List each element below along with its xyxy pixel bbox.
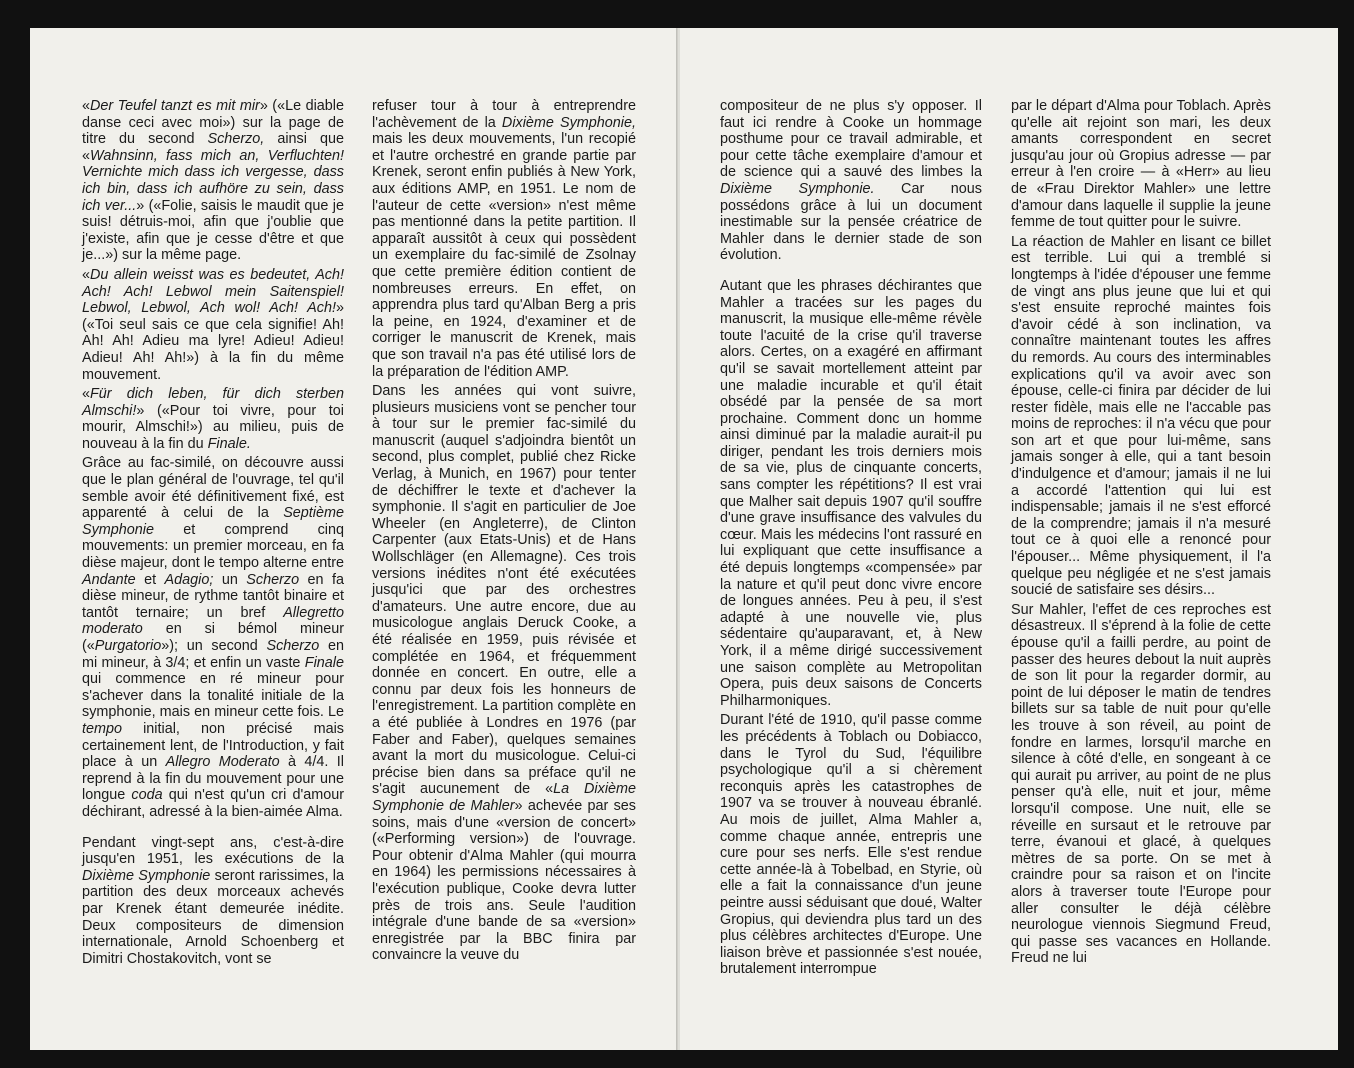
column-1 [82, 98, 344, 970]
paragraph: par le départ d'Alma pour Toblach. Après qu'elle ait rejoint son mari, les deux amants correspondent en secret jusqu'au jour où Gropius adresse — par erreur à l'en croire — à «Herr» au lieu de «Frau Direktor Mahler» une lettre d'amour dans laquelle il supplie la jeune femme de tout quitter pour le suivre. [1011, 98, 1271, 231]
column-3 [720, 98, 982, 981]
paragraph: «Für dich leben, für dich sterben Almschi!» («Pour toi vivre, pour toi mourir, Almschi!») au milieu, puis de nouveau à la fin du Finale. [82, 386, 344, 452]
left-page [30, 28, 678, 1050]
paragraph: compositeur de ne plus s'y opposer. Il faut ici rendre à Cooke un hommage posthume pour ce travail admirable, et pour cette tâche exemplaire d'amour et de science qui a sauvé des limbes la Dixième Symphonie. Car nous possédons grâce à lui un document inestimable sur la pensée créatrice de Mahler dans le dernier stade de son évolution. [720, 98, 982, 264]
paragraph: refuser tour à tour à entreprendre l'achèvement de la Dixième Symphonie, mais les deux mouvements, l'un recopié et l'autre orchestré en grande partie par Krenek, seront enfin publiés à New York, aux éditions AMP, en 1951. Le nom de l'auteur de cette «version» n'est même pas mentionné dans la petite partition. Il apparaît aussitôt à ceux qui possèdent un exemplaire du fac-similé de Zsolnay que cette première édition contient de nombreuses erreurs. En effet, on apprendra plus tard qu'Alban Berg a pris la peine, en 1924, d'examiner et de corriger le manuscrit de Krenek, mais que son travail n'a pas été utilisé lors de la préparation de l'édition AMP. [372, 98, 637, 380]
paragraph: Autant que les phrases déchirantes que Mahler a tracées sur les pages du manuscrit, la musique elle-même révèle toute l'acuité de la crise qu'il traverse alors. Certes, on a exagéré en affirmant qu'il se savait mortellement atteint par une maladie incurable et qu'il était obsédé par la pensée de sa mort prochaine. Comment donc un homme ainsi diminué par la maladie aurait-il pu diriger, pendant les trois derniers mois de sa vie, plus de cinquante concerts, sans compter les répétitions? Il est vrai que Malher sait depuis 1907 qu'il souffre d'une grave insuffisance des valvules du cœur. Mais les médecins l'ont rassuré en lui expliquant que cette insuffisance a été depuis longtemps «compensée» par la nature et qu'il peut donc vivre encore de longues années. Peu à peu, il s'est adapté à une nouvelle vie, plus sédentaire qu'auparavant, et, à New York, il a même dirigé successivement une saison complète au Metropolitan Opera, puis deux saisons de Concerts Philharmoniques. [720, 277, 982, 709]
column-2 [372, 98, 636, 967]
paragraph: Pendant vingt-sept ans, c'est-à-dire jusqu'en 1951, les exécutions de la Dixième Symphonie seront rarissimes, la partition des deux morceaux achevés par Krenek étant demeurée inédite. Deux compositeurs de dimension internationale, Arnold Schoenberg et Dimitri Chostakovitch, vont se [82, 834, 344, 967]
paragraph: Dans les années qui vont suivre, plusieurs musiciens vont se pencher tour à tour sur le premier fac-similé du manuscrit (auquel s'adjoindra bientôt un second, plus complet, publié chez Ricke Verlag, à Munich, en 1967) pour tenter de déchiffrer le texte et d'achever la symphonie. Il s'agit en particulier de Joe Wheeler (en Angleterre), de Clinton Carpenter (aux Etats-Unis) et de Hans Wollschläger (en Allemagne). Ces trois versions inédites n'ont été exécutées jusqu'ici que par des orchestres d'amateurs. Une autre encore, due au musicologue anglais Deruck Cooke, a été réalisée en 1959, puis révisée et complétée en 1964, et fréquemment donnée en concert. En outre, elle a connu par deux fois les honneurs de l'enregistrement. La partition complète en a été publiée à Londres en 1976 (par Faber and Faber), quelques semaines avant la mort du musicologue. Celui-ci précise bien dans sa préface qu'il ne s'agit aucunement de «La Dixième Symphonie de Mahler» achevée par ses soins, mais d'une «version de concert» («Performing version») de l'ouvrage. Pour obtenir d'Alma Mahler (qui mourra en 1964) les permissions nécessaires à l'exécution publique, Cooke devra lutter près de trois ans. Seule l'audition intégrale d'une bande de sa «version» enregistrée par la BBC finira par convaincre la veuve du [372, 383, 637, 964]
paragraph: Durant l'été de 1910, qu'il passe comme les précédents à Toblach ou Dobiacco, dans le Tyrol du Sud, l'équilibre psychologique qu'il a si chèrement reconquis après les catastrophes de 1907 va se trouver à nouveau ébranlé. Au mois de juillet, Alma Mahler a, comme chaque année, entrepris une cure pour ses nerfs. Elle s'est rendue cette année-là à Tobelbad, en Styrie, où elle a fait la connaissance d'un jeune peintre aussi séduisant que doué, Walter Gropius, qui deviendra plus tard un des plus célèbres architectes d'Europe. Une liaison brève et passionnée s'est nouée, brutalement interrompue [720, 712, 982, 978]
paragraph: «Der Teufel tanzt es mit mir» («Le diable danse ceci avec moi») sur la page de titre du second Scherzo, ainsi que «Wahnsinn, fass mich an, Verfluchten! Vernichte mich dass ich vergesse, dass ich bin, dass ich aufhöre zu sein, dass ich ver...» («Folie, saisis le maudit que je suis! détruis-moi, afin que j'oublie que j'existe, afin que je cesse d'être et que je...») sur la même page. [82, 98, 344, 264]
paragraph: «Du allein weisst was es bedeutet, Ach! Ach! Ach! Lebwol mein Saitenspiel! Lebwol, Lebwol, Ach wol! Ach! Ach!» («Toi seul sais ce que cela signifie! Ah! Ah! Ah! Adieu ma lyre! Adieu! Adieu! Adieu! Ah! Ah!») à la fin du même mouvement. [82, 266, 344, 383]
paragraph: Sur Mahler, l'effet de ces reproches est désastreux. Il s'éprend à la folie de cette épouse qu'il a failli perdre, au point de passer des heures debout la nuit auprès de son lit pour la regarder dormir, au point de lui déposer le matin de tendres billets sur sa table de nuit pour qu'elle les trouve à son réveil, au point de fondre en larmes, lorsqu'il marche en silence à côté d'elle, en songeant à ce qui aurait pu arriver, au point de ne plus penser qu'à elle, nuit et jour, même lorsqu'il compose. Une nuit, elle se réveille en sursaut et le retrouve par terre, évanoui et glacé, à quelques mètres de sa porte. On se met à craindre pour sa raison et on l'incite alors à traverser toute l'Europe pour aller consulter le déjà célèbre neurologue viennois Siegmund Freud, qui passe ses vacances en Hollande. Freud ne lui [1011, 601, 1271, 967]
paragraph: La réaction de Mahler en lisant ce billet est terrible. Lui qui a tremblé si longtemps à l'idée d'épouser une femme de vingt ans plus jeune que lui et qui s'est ensuite reproché maintes fois d'avoir cédé à son inclination, va connaître maintenant toutes les affres du remords. Au cours des interminables explications qu'il va avoir avec son épouse, celle-ci finira par décider de lui rester fidèle, mais elle ne l'accable pas moins de reproches: il n'a vécu que pour son art et que pour lui-même, sans jamais songer à elle, qui a tant besoin d'indulgence et d'amour; jamais il ne lui a accordé l'attention qui lui est indispensable; jamais il ne s'est efforcé de la comprendre; jamais il n'a mesuré tout ce à quoi elle a renoncé pour l'épouser... Même physiquement, il l'a quelque peu négligée et ne s'est jamais soucié de satisfaire ses désirs... [1011, 233, 1271, 599]
right-page [680, 28, 1338, 1050]
column-4 [1011, 98, 1271, 970]
paragraph: Grâce au fac-similé, on découvre aussi que le plan général de l'ouvrage, tel qu'il semble avoir été définitivement fixé, est apparenté à celui de la Septième Symphonie et comprend cinq mouvements: un premier morceau, en fa dièse majeur, dont le tempo alterne entre Andante et Adagio; un Scherzo en fa dièse mineur, de rythme tantôt binaire et tantôt ternaire; un bref Allegretto moderato en si bémol mineur («Purgatorio»); un second Scherzo en mi mineur, à 3/4; et enfin un vaste Finale qui commence en ré mineur pour s'achever dans la tonalité initiale de la symphonie, mais en mineur cette fois. Le tempo initial, non précisé mais certainement lent, de l'Introduction, y fait place à un Allegro Moderato à 4/4. Il reprend à la fin du mouvement pour une longue coda qui n'est qu'un cri d'amour déchirant, adressé à la bien-aimée Alma. [82, 455, 344, 820]
